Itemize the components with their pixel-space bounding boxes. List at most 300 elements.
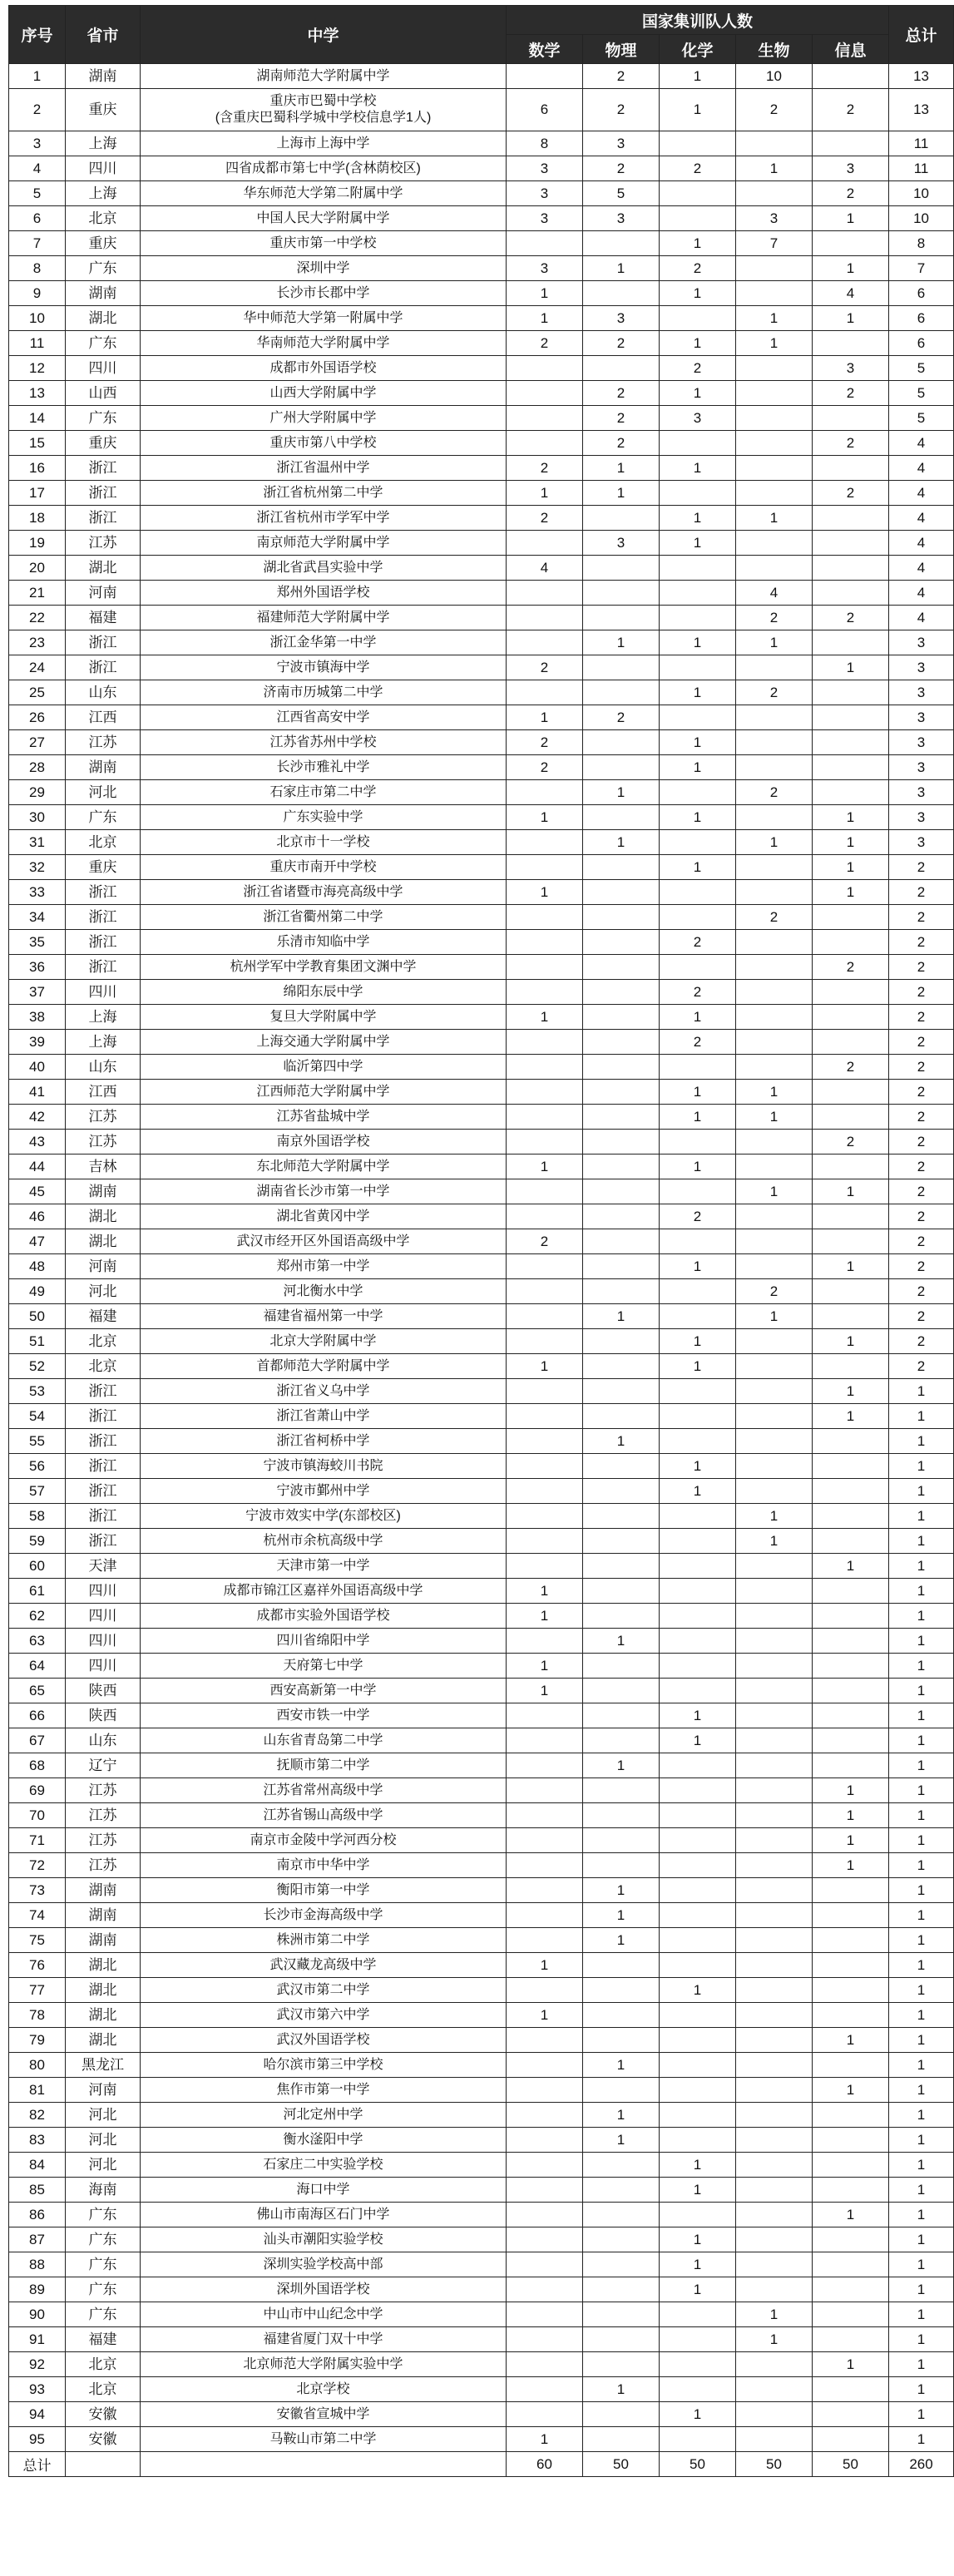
row-total: 4 — [889, 481, 954, 506]
row-school — [141, 1329, 507, 1354]
row-count-chemistry — [660, 1679, 736, 1703]
row-province: 四川 — [66, 1629, 141, 1654]
row-seq: 87 — [9, 2227, 66, 2252]
row-total: 1 — [889, 2252, 954, 2277]
row-count-physics: 2 — [583, 406, 660, 431]
row-school — [141, 980, 507, 1005]
row-count-biology — [736, 2178, 813, 2203]
row-province: 福建 — [66, 1304, 141, 1329]
school-name-line: 西安市铁一中学 — [276, 1708, 370, 1723]
row-count-math: 1 — [507, 306, 583, 331]
row-count-chemistry — [660, 880, 736, 905]
row-count-chemistry: 1 — [660, 1254, 736, 1279]
row-count-chemistry: 1 — [660, 1080, 736, 1105]
row-count-math — [507, 581, 583, 606]
row-seq: 89 — [9, 2277, 66, 2302]
table-row — [9, 2302, 954, 2327]
row-count-chemistry: 1 — [660, 630, 736, 655]
row-count-biology — [736, 1254, 813, 1279]
school-name-line: 湖南省长沙市第一中学 — [256, 1184, 390, 1199]
row-count-biology: 1 — [736, 1504, 813, 1529]
row-count-physics — [583, 1130, 660, 1155]
row-total: 1 — [889, 1853, 954, 1878]
school-name-line: 郑州市第一中学 — [276, 1258, 370, 1273]
row-count-informatics — [813, 2178, 889, 2203]
row-count-informatics: 1 — [813, 1329, 889, 1354]
row-count-biology — [736, 1429, 813, 1454]
row-seq: 72 — [9, 1853, 66, 1878]
row-count-chemistry — [660, 1928, 736, 1953]
row-school — [141, 1105, 507, 1130]
row-total: 2 — [889, 1279, 954, 1304]
row-count-physics — [583, 930, 660, 955]
row-count-math — [507, 1828, 583, 1853]
row-school — [141, 1728, 507, 1753]
row-count-math — [507, 2252, 583, 2277]
footer-total-informatics: 50 — [813, 2452, 889, 2477]
table-row — [9, 705, 954, 730]
row-seq: 13 — [9, 381, 66, 406]
row-count-biology — [736, 1404, 813, 1429]
school-name-line: 浙江省萧山中学 — [276, 1408, 370, 1423]
row-school — [141, 2377, 507, 2402]
total-row — [9, 2452, 954, 2477]
row-school — [141, 780, 507, 805]
row-school — [141, 606, 507, 630]
school-name-line: 海口中学 — [296, 2182, 350, 2197]
row-count-physics — [583, 1105, 660, 1130]
row-count-informatics: 1 — [813, 880, 889, 905]
row-count-biology: 1 — [736, 156, 813, 181]
row-count-chemistry: 1 — [660, 281, 736, 306]
row-count-informatics — [813, 1304, 889, 1329]
table-row — [9, 2153, 954, 2178]
row-count-math — [507, 1778, 583, 1803]
row-count-chemistry: 1 — [660, 1329, 736, 1354]
row-count-informatics: 1 — [813, 2028, 889, 2053]
row-province: 福建 — [66, 606, 141, 630]
table-row — [9, 156, 954, 181]
table-row — [9, 1554, 954, 1579]
row-school — [141, 2003, 507, 2028]
row-count-physics: 1 — [583, 1878, 660, 1903]
row-count-physics — [583, 2252, 660, 2277]
row-total: 1 — [889, 2327, 954, 2352]
school-name-line: 武汉外国语学校 — [276, 2032, 370, 2047]
row-count-physics — [583, 606, 660, 630]
row-count-biology — [736, 456, 813, 481]
row-count-biology — [736, 1828, 813, 1853]
row-count-chemistry — [660, 131, 736, 156]
row-total: 2 — [889, 880, 954, 905]
row-province: 浙江 — [66, 630, 141, 655]
school-name-line: 宁波市鄞州中学 — [276, 1483, 370, 1498]
footer-total-chemistry: 50 — [660, 2452, 736, 2477]
row-count-physics — [583, 2427, 660, 2452]
row-province: 江苏 — [66, 1853, 141, 1878]
row-count-biology — [736, 1379, 813, 1404]
row-count-biology — [736, 1579, 813, 1604]
row-count-math — [507, 1429, 583, 1454]
row-total: 5 — [889, 381, 954, 406]
row-count-physics: 5 — [583, 181, 660, 206]
row-total: 10 — [889, 181, 954, 206]
row-count-math — [507, 2128, 583, 2153]
row-total: 5 — [889, 406, 954, 431]
row-seq: 95 — [9, 2427, 66, 2452]
header-subject-math: 数学 — [507, 35, 583, 64]
row-school — [141, 281, 507, 306]
row-total: 2 — [889, 1329, 954, 1354]
row-count-informatics — [813, 1878, 889, 1903]
row-seq: 7 — [9, 231, 66, 256]
row-count-informatics: 2 — [813, 955, 889, 980]
row-total: 2 — [889, 1130, 954, 1155]
row-count-biology — [736, 2352, 813, 2377]
school-name-line: 绵阳东辰中学 — [283, 984, 363, 999]
row-count-physics — [583, 2203, 660, 2227]
row-count-physics: 2 — [583, 705, 660, 730]
row-province: 河南 — [66, 1254, 141, 1279]
row-count-chemistry: 1 — [660, 1454, 736, 1479]
row-school — [141, 381, 507, 406]
table-row — [9, 1728, 954, 1753]
row-total: 1 — [889, 1803, 954, 1828]
row-count-math — [507, 1404, 583, 1429]
school-name-line: 江西师范大学附属中学 — [256, 1084, 390, 1099]
row-count-math — [507, 1703, 583, 1728]
table-footer — [9, 2452, 954, 2477]
row-count-math — [507, 1903, 583, 1928]
row-count-biology — [736, 556, 813, 581]
row-count-physics — [583, 730, 660, 755]
row-school — [141, 1055, 507, 1080]
row-province: 浙江 — [66, 1404, 141, 1429]
school-ranking-table-container — [8, 5, 937, 2477]
table-row — [9, 1703, 954, 1728]
row-seq: 8 — [9, 256, 66, 281]
school-name-line: 深圳实验学校高中部 — [263, 2257, 383, 2272]
row-seq: 30 — [9, 805, 66, 830]
row-count-biology — [736, 381, 813, 406]
row-count-chemistry — [660, 1878, 736, 1903]
table-row — [9, 1803, 954, 1828]
row-count-math: 1 — [507, 805, 583, 830]
school-name-line: 宁波市镇海中学 — [276, 660, 370, 675]
row-school — [141, 456, 507, 481]
row-count-math: 3 — [507, 181, 583, 206]
row-total: 1 — [889, 2153, 954, 2178]
row-count-physics: 1 — [583, 2053, 660, 2078]
row-count-physics — [583, 1978, 660, 2003]
row-count-informatics — [813, 1529, 889, 1554]
row-province: 上海 — [66, 131, 141, 156]
row-count-physics — [583, 556, 660, 581]
row-count-physics — [583, 755, 660, 780]
row-count-biology — [736, 880, 813, 905]
row-count-physics — [583, 2402, 660, 2427]
row-count-biology: 2 — [736, 606, 813, 630]
row-seq: 68 — [9, 1753, 66, 1778]
row-count-informatics: 3 — [813, 156, 889, 181]
row-count-chemistry — [660, 1055, 736, 1080]
row-school — [141, 256, 507, 281]
row-count-biology — [736, 2402, 813, 2427]
row-total: 1 — [889, 2227, 954, 2252]
row-seq: 17 — [9, 481, 66, 506]
row-school — [141, 1030, 507, 1055]
row-count-chemistry: 2 — [660, 1030, 736, 1055]
row-count-chemistry — [660, 181, 736, 206]
school-name-line: 长沙市金海高级中学 — [263, 1907, 383, 1922]
row-count-math — [507, 406, 583, 431]
row-province: 北京 — [66, 830, 141, 855]
row-count-informatics — [813, 2053, 889, 2078]
row-count-chemistry — [660, 1529, 736, 1554]
row-province: 广东 — [66, 2252, 141, 2277]
row-count-math — [507, 1803, 583, 1828]
row-count-math: 1 — [507, 880, 583, 905]
row-count-physics — [583, 1229, 660, 1254]
table-row — [9, 64, 954, 89]
row-school — [141, 1254, 507, 1279]
row-count-math — [507, 780, 583, 805]
table-row — [9, 780, 954, 805]
row-count-physics — [583, 1479, 660, 1504]
row-count-biology — [736, 1329, 813, 1354]
row-school — [141, 1903, 507, 1928]
school-name-line: 重庆市南开中学校 — [269, 859, 377, 874]
school-name-line: 衡阳市第一中学 — [276, 1882, 370, 1897]
row-school — [141, 1703, 507, 1728]
row-school — [141, 1853, 507, 1878]
row-count-physics — [583, 905, 660, 930]
row-count-math — [507, 381, 583, 406]
row-seq: 91 — [9, 2327, 66, 2352]
row-count-biology: 1 — [736, 331, 813, 356]
table-row — [9, 2053, 954, 2078]
row-seq: 67 — [9, 1728, 66, 1753]
row-count-math — [507, 431, 583, 456]
row-count-informatics — [813, 1953, 889, 1978]
row-count-math — [507, 1878, 583, 1903]
row-count-biology — [736, 1679, 813, 1703]
table-row — [9, 2252, 954, 2277]
row-count-math — [507, 1479, 583, 1504]
row-school — [141, 1978, 507, 2003]
row-seq: 22 — [9, 606, 66, 630]
row-province: 陕西 — [66, 1679, 141, 1703]
row-seq: 35 — [9, 930, 66, 955]
school-name-line: 浙江省诸暨市海亮高级中学 — [243, 884, 403, 899]
table-row — [9, 2227, 954, 2252]
row-count-informatics — [813, 2427, 889, 2452]
row-total: 1 — [889, 2078, 954, 2103]
row-total: 6 — [889, 306, 954, 331]
row-total: 4 — [889, 531, 954, 556]
row-province: 重庆 — [66, 855, 141, 880]
row-count-informatics — [813, 1479, 889, 1504]
row-count-chemistry — [660, 1579, 736, 1604]
row-total: 1 — [889, 1554, 954, 1579]
table-row — [9, 206, 954, 231]
row-count-chemistry — [660, 1654, 736, 1679]
row-count-chemistry: 1 — [660, 730, 736, 755]
table-row — [9, 1529, 954, 1554]
row-count-informatics — [813, 1629, 889, 1654]
row-count-biology — [736, 1604, 813, 1629]
row-count-math — [507, 356, 583, 381]
row-school — [141, 655, 507, 680]
row-province: 江苏 — [66, 531, 141, 556]
row-count-physics — [583, 1179, 660, 1204]
row-count-physics: 1 — [583, 1629, 660, 1654]
table-row — [9, 1928, 954, 1953]
row-school — [141, 2128, 507, 2153]
table-row — [9, 2277, 954, 2302]
table-row — [9, 1654, 954, 1679]
row-total: 2 — [889, 1254, 954, 1279]
row-count-math — [507, 2203, 583, 2227]
row-province: 安徽 — [66, 2427, 141, 2452]
row-count-chemistry: 1 — [660, 855, 736, 880]
row-school — [141, 2028, 507, 2053]
row-count-chemistry — [660, 2078, 736, 2103]
row-count-math — [507, 1753, 583, 1778]
row-count-physics — [583, 581, 660, 606]
row-school — [141, 231, 507, 256]
row-seq: 58 — [9, 1504, 66, 1529]
row-count-chemistry — [660, 1853, 736, 1878]
row-province: 湖北 — [66, 1204, 141, 1229]
row-seq: 83 — [9, 2128, 66, 2153]
row-school — [141, 1155, 507, 1179]
school-name-line: 华南师范大学附属中学 — [256, 335, 390, 350]
row-school — [141, 156, 507, 181]
row-school — [141, 1554, 507, 1579]
row-total: 3 — [889, 655, 954, 680]
row-total: 5 — [889, 356, 954, 381]
row-total: 1 — [889, 2302, 954, 2327]
row-province: 湖南 — [66, 1179, 141, 1204]
school-name-line: 北京市十一学校 — [276, 834, 370, 849]
row-count-physics — [583, 880, 660, 905]
school-name-line: 马鞍山市第二中学 — [269, 2431, 377, 2446]
row-province: 广东 — [66, 256, 141, 281]
table-row — [9, 431, 954, 456]
row-seq: 94 — [9, 2402, 66, 2427]
row-count-biology — [736, 131, 813, 156]
row-count-informatics — [813, 1504, 889, 1529]
row-total: 1 — [889, 1679, 954, 1703]
table-row — [9, 955, 954, 980]
row-count-math — [507, 1179, 583, 1204]
row-total: 1 — [889, 2402, 954, 2427]
row-count-chemistry: 1 — [660, 2227, 736, 2252]
row-count-biology — [736, 531, 813, 556]
header-school: 中学 — [141, 6, 507, 64]
school-name-line: 北京学校 — [296, 2381, 350, 2396]
row-seq: 16 — [9, 456, 66, 481]
row-total: 10 — [889, 206, 954, 231]
row-seq: 5 — [9, 181, 66, 206]
school-name-line: 深圳外国语学校 — [276, 2282, 370, 2297]
row-count-chemistry: 1 — [660, 531, 736, 556]
row-count-chemistry: 2 — [660, 356, 736, 381]
row-count-biology — [736, 181, 813, 206]
row-seq: 20 — [9, 556, 66, 581]
row-seq: 47 — [9, 1229, 66, 1254]
row-total: 1 — [889, 1703, 954, 1728]
row-count-math: 1 — [507, 2003, 583, 2028]
row-school — [141, 2103, 507, 2128]
row-total: 2 — [889, 855, 954, 880]
row-total: 1 — [889, 1579, 954, 1604]
row-count-biology — [736, 955, 813, 980]
row-count-physics — [583, 1329, 660, 1354]
row-count-math — [507, 2078, 583, 2103]
row-count-informatics — [813, 1155, 889, 1179]
school-name-line: 武汉市经开区外国语高级中学 — [236, 1234, 410, 1248]
row-count-informatics — [813, 930, 889, 955]
row-province: 江苏 — [66, 1828, 141, 1853]
row-school — [141, 2078, 507, 2103]
row-count-informatics — [813, 1703, 889, 1728]
table-body — [9, 64, 954, 2452]
row-province: 重庆 — [66, 231, 141, 256]
row-count-math — [507, 2352, 583, 2377]
row-province: 湖北 — [66, 1953, 141, 1978]
row-count-biology: 1 — [736, 506, 813, 531]
school-name-line: 浙江金华第一中学 — [269, 635, 377, 650]
row-count-math — [507, 2227, 583, 2252]
row-count-math — [507, 1978, 583, 2003]
table-row — [9, 1953, 954, 1978]
row-school — [141, 431, 507, 456]
row-count-chemistry: 1 — [660, 755, 736, 780]
school-name-line: 上海市上海中学 — [276, 136, 370, 151]
row-count-biology: 10 — [736, 64, 813, 89]
row-total: 2 — [889, 1155, 954, 1179]
row-total: 13 — [889, 89, 954, 131]
table-row — [9, 531, 954, 556]
row-province: 黑龙江 — [66, 2053, 141, 2078]
school-name-line: 江苏省常州高级中学 — [263, 1782, 383, 1797]
row-count-math — [507, 1629, 583, 1654]
row-count-biology — [736, 1130, 813, 1155]
row-count-physics — [583, 1803, 660, 1828]
row-count-biology — [736, 2128, 813, 2153]
row-count-math — [507, 1529, 583, 1554]
row-total: 1 — [889, 1828, 954, 1853]
row-seq: 45 — [9, 1179, 66, 1204]
table-row — [9, 1105, 954, 1130]
row-total: 2 — [889, 1354, 954, 1379]
row-count-math — [507, 1554, 583, 1579]
school-name-line: 河北衡水中学 — [283, 1283, 363, 1298]
row-province: 天津 — [66, 1554, 141, 1579]
row-province: 福建 — [66, 2327, 141, 2352]
row-seq: 43 — [9, 1130, 66, 1155]
header-group: 国家集训队人数 — [507, 6, 889, 35]
row-school — [141, 1753, 507, 1778]
row-school — [141, 2227, 507, 2252]
table-header — [9, 6, 954, 64]
school-name-line: 天津市第一中学 — [276, 1558, 370, 1573]
row-seq: 3 — [9, 131, 66, 156]
row-count-informatics — [813, 2003, 889, 2028]
row-count-math — [507, 606, 583, 630]
